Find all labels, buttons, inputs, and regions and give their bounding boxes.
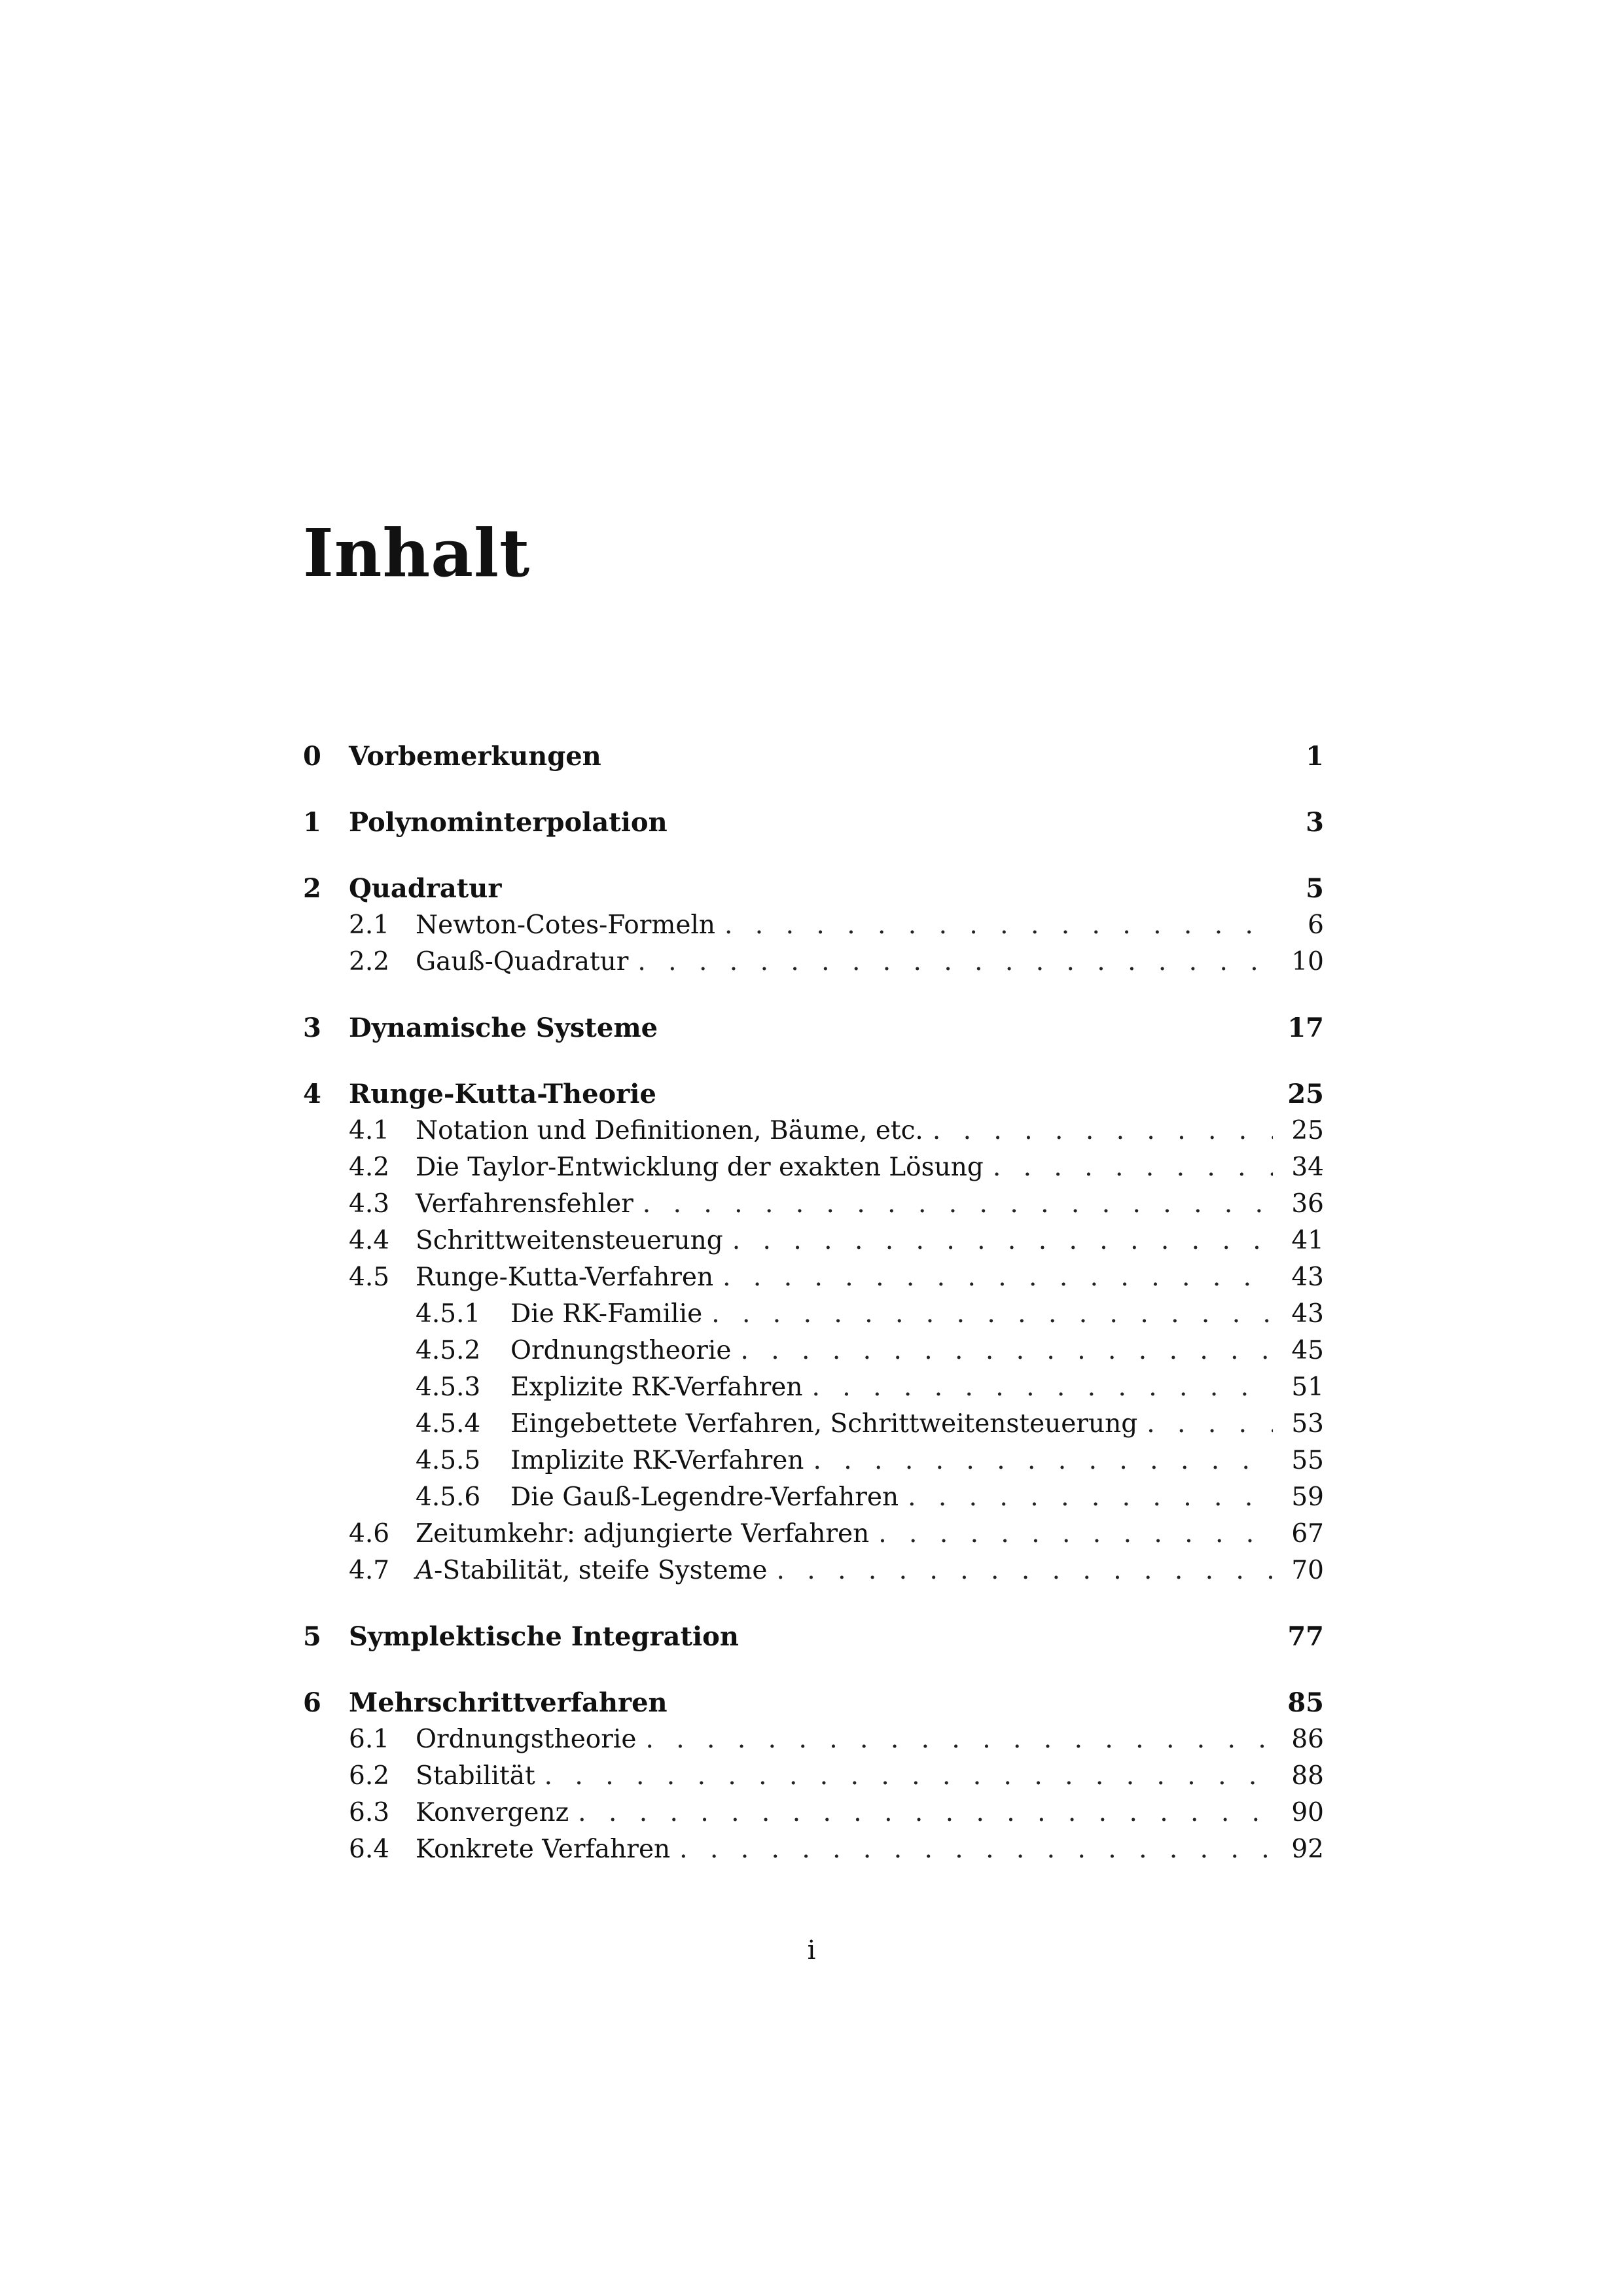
toc-dot-leader bbox=[643, 1186, 1273, 1223]
toc-entry-number: 4.3 bbox=[349, 1189, 390, 1219]
toc-entry-page: 88 bbox=[1291, 1761, 1324, 1791]
toc-dot-leader bbox=[711, 1296, 1273, 1333]
toc-section-4-2[interactable] bbox=[303, 1149, 1324, 1186]
toc-entry-number: 6 bbox=[303, 1687, 321, 1718]
toc-entry-number: 2.1 bbox=[349, 910, 390, 940]
toc-entry-page: 25 bbox=[1291, 1116, 1324, 1145]
toc-section-2-1[interactable] bbox=[303, 907, 1324, 944]
page-number: i bbox=[807, 1935, 816, 1965]
toc-entry-title bbox=[416, 1552, 768, 1589]
toc-entry-page: 86 bbox=[1291, 1725, 1324, 1754]
toc-dot-leader bbox=[908, 1479, 1273, 1516]
toc-entry-number: 4.5.3 bbox=[416, 1372, 481, 1402]
toc-entry-title: Ordnungstheorie bbox=[416, 1725, 637, 1754]
toc-entry-number: 4.5.2 bbox=[416, 1336, 481, 1365]
toc-subsection-4-5-3[interactable] bbox=[303, 1369, 1324, 1406]
toc-entry-number: 6.2 bbox=[349, 1761, 390, 1791]
toc-entry-title-rest: -Stabilität, steife Systeme bbox=[434, 1556, 768, 1585]
toc-entry-number: 0 bbox=[303, 741, 321, 772]
toc-entry-page: 25 bbox=[1287, 1079, 1324, 1109]
toc-entry-page: 51 bbox=[1291, 1372, 1324, 1402]
toc-entry-title: Stabilität bbox=[416, 1761, 535, 1791]
toc-entry-number: 1 bbox=[303, 807, 321, 838]
toc-entry-number: 6.1 bbox=[349, 1725, 390, 1754]
toc-entry-page: 55 bbox=[1291, 1446, 1324, 1475]
toc-dot-leader bbox=[578, 1795, 1273, 1831]
toc-chapter-5[interactable] bbox=[303, 1619, 1324, 1655]
toc-subsection-4-5-6[interactable] bbox=[303, 1479, 1324, 1516]
toc-dot-leader bbox=[813, 1443, 1273, 1479]
toc-entry-number: 4.5.6 bbox=[416, 1482, 481, 1512]
toc-entry-page: 1 bbox=[1306, 741, 1324, 772]
toc-dot-leader bbox=[544, 1758, 1273, 1795]
toc-entry-title: Symplektische Integration bbox=[349, 1621, 739, 1652]
toc-entry-number: 6.3 bbox=[349, 1798, 390, 1827]
toc-dot-leader bbox=[722, 1259, 1273, 1296]
toc-entry-title: Gauß-Quadratur bbox=[416, 947, 629, 977]
toc-entry-page: 45 bbox=[1291, 1336, 1324, 1365]
toc-entry-page: 43 bbox=[1291, 1299, 1324, 1329]
table-of-contents bbox=[303, 738, 1324, 1868]
toc-section-2-2[interactable] bbox=[303, 944, 1324, 980]
toc-entry-title: Schrittweitensteuerung bbox=[416, 1226, 723, 1255]
toc-dot-leader bbox=[1147, 1406, 1273, 1443]
toc-dot-leader bbox=[740, 1333, 1273, 1369]
toc-entry-title: Mehrschrittverfahren bbox=[349, 1687, 668, 1718]
toc-dot-leader bbox=[679, 1831, 1273, 1868]
toc-subsection-4-5-2[interactable] bbox=[303, 1333, 1324, 1369]
toc-entry-title: Die RK-Familie bbox=[510, 1299, 703, 1329]
toc-entry-page: 77 bbox=[1287, 1621, 1324, 1652]
toc-section-4-4[interactable] bbox=[303, 1223, 1324, 1259]
toc-entry-title: Ordnungstheorie bbox=[510, 1336, 732, 1365]
toc-entry-page: 5 bbox=[1306, 873, 1324, 904]
toc-entry-title: Runge-Kutta-Verfahren bbox=[416, 1263, 714, 1292]
toc-entry-page: 6 bbox=[1308, 910, 1324, 940]
toc-entry-title: Verfahrensfehler bbox=[416, 1189, 633, 1219]
toc-entry-page: 85 bbox=[1287, 1687, 1324, 1718]
toc-section-4-5[interactable] bbox=[303, 1259, 1324, 1296]
toc-section-6-1[interactable] bbox=[303, 1721, 1324, 1758]
toc-entry-page: 92 bbox=[1291, 1835, 1324, 1864]
toc-dot-leader bbox=[724, 907, 1273, 944]
toc-entry-title: Die Gauß-Legendre-Verfahren bbox=[510, 1482, 899, 1512]
toc-entry-page: 41 bbox=[1291, 1226, 1324, 1255]
toc-entry-page: 59 bbox=[1291, 1482, 1324, 1512]
toc-entry-number: 5 bbox=[303, 1621, 321, 1652]
toc-entry-title: Explizite RK-Verfahren bbox=[510, 1372, 803, 1402]
toc-section-6-4[interactable] bbox=[303, 1831, 1324, 1868]
toc-chapter-1[interactable] bbox=[303, 804, 1324, 841]
toc-entry-page: 67 bbox=[1291, 1519, 1324, 1549]
toc-chapter-4[interactable] bbox=[303, 1076, 1324, 1113]
toc-section-4-6[interactable] bbox=[303, 1516, 1324, 1552]
toc-chapter-6[interactable] bbox=[303, 1685, 1324, 1721]
toc-dot-leader bbox=[637, 944, 1273, 980]
toc-section-4-3[interactable] bbox=[303, 1186, 1324, 1223]
toc-subsection-4-5-1[interactable] bbox=[303, 1296, 1324, 1333]
toc-entry-title: Quadratur bbox=[349, 873, 502, 904]
toc-chapter-2[interactable] bbox=[303, 870, 1324, 907]
toc-entry-number: 3 bbox=[303, 1013, 321, 1043]
toc-entry-number: 4.4 bbox=[349, 1226, 390, 1255]
toc-dot-leader bbox=[878, 1516, 1273, 1552]
toc-entry-page: 43 bbox=[1291, 1263, 1324, 1292]
toc-entry-page: 70 bbox=[1291, 1556, 1324, 1585]
toc-entry-title: Die Taylor-Entwicklung der exakten Lösung bbox=[416, 1153, 984, 1182]
toc-chapter-0[interactable] bbox=[303, 738, 1324, 775]
toc-entry-number: 6.4 bbox=[349, 1835, 390, 1864]
toc-entry-page: 90 bbox=[1291, 1798, 1324, 1827]
toc-dot-leader bbox=[777, 1552, 1274, 1589]
toc-chapter-3[interactable] bbox=[303, 1010, 1324, 1047]
toc-section-4-7[interactable] bbox=[303, 1552, 1324, 1589]
toc-entry-number: 4.6 bbox=[349, 1519, 390, 1549]
toc-entry-number: 4 bbox=[303, 1079, 321, 1109]
toc-entry-number: 2.2 bbox=[349, 947, 390, 977]
toc-entry-title: Konkrete Verfahren bbox=[416, 1835, 671, 1864]
toc-entry-number: 2 bbox=[303, 873, 321, 904]
toc-entry-title: Vorbemerkungen bbox=[349, 741, 601, 772]
page-title: Inhalt bbox=[303, 514, 531, 592]
toc-entry-page: 36 bbox=[1291, 1189, 1324, 1219]
toc-subsection-4-5-5[interactable] bbox=[303, 1443, 1324, 1479]
toc-entry-number: 4.5.5 bbox=[416, 1446, 481, 1475]
toc-entry-title: Dynamische Systeme bbox=[349, 1013, 658, 1043]
toc-entry-title: Eingebettete Verfahren, Schrittweitensteuerung bbox=[510, 1409, 1138, 1439]
toc-subsection-4-5-4[interactable] bbox=[303, 1406, 1324, 1443]
toc-section-4-1[interactable] bbox=[303, 1113, 1324, 1149]
toc-entry-page: 53 bbox=[1291, 1409, 1324, 1439]
toc-entry-title: Zeitumkehr: adjungierte Verfahren bbox=[416, 1519, 870, 1549]
toc-dot-leader bbox=[812, 1369, 1273, 1406]
toc-entry-number: 4.2 bbox=[349, 1153, 390, 1182]
toc-entry-title: Konvergenz bbox=[416, 1798, 569, 1827]
toc-entry-title-italic: A bbox=[416, 1556, 435, 1585]
toc-entry-page: 10 bbox=[1291, 947, 1324, 977]
toc-section-6-2[interactable] bbox=[303, 1758, 1324, 1795]
toc-entry-title: Polynominterpolation bbox=[349, 807, 668, 838]
toc-entry-title: Runge-Kutta-Theorie bbox=[349, 1079, 656, 1109]
toc-dot-leader bbox=[732, 1223, 1273, 1259]
toc-entry-title: Notation und Definitionen, Bäume, etc. bbox=[416, 1116, 923, 1145]
toc-entry-page: 34 bbox=[1291, 1153, 1324, 1182]
toc-dot-leader bbox=[993, 1149, 1273, 1186]
toc-section-6-3[interactable] bbox=[303, 1795, 1324, 1831]
toc-entry-number: 4.5.4 bbox=[416, 1409, 481, 1439]
toc-entry-title: Implizite RK-Verfahren bbox=[510, 1446, 804, 1475]
toc-entry-page: 3 bbox=[1306, 807, 1324, 838]
toc-entry-number: 4.5 bbox=[349, 1263, 390, 1292]
toc-entry-number: 4.1 bbox=[349, 1116, 390, 1145]
toc-entry-title: Newton-Cotes-Formeln bbox=[416, 910, 716, 940]
toc-entry-number: 4.5.1 bbox=[416, 1299, 481, 1329]
toc-entry-number: 4.7 bbox=[349, 1556, 390, 1585]
toc-entry-page: 17 bbox=[1287, 1013, 1324, 1043]
toc-dot-leader bbox=[933, 1113, 1273, 1149]
toc-dot-leader bbox=[645, 1721, 1273, 1758]
